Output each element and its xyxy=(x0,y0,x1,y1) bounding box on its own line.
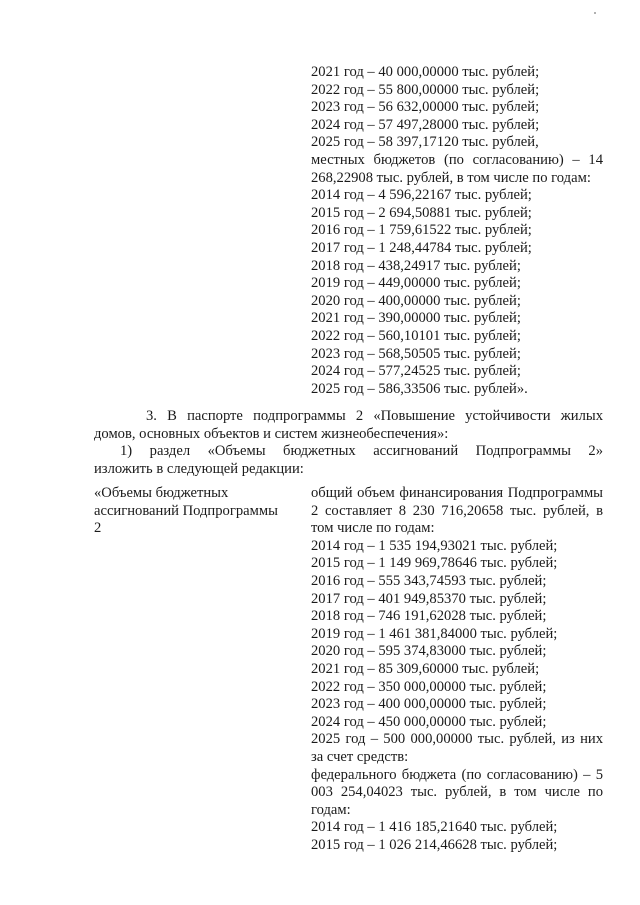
year-line: 2019 год – 1 461 381,84000 тыс. рублей; xyxy=(311,625,558,642)
year-line: 2018 год – 438,24917 тыс. рублей; xyxy=(311,257,521,274)
item-3-paragraph xyxy=(94,408,603,478)
year-line: 2017 год – 401 949,85370 тыс. рублей; xyxy=(311,590,547,607)
total-funding-text: общий объем финансирования Подпрограммы 2 составляет 8 230 716,20658 тыс. рублей, в том числе по годам: xyxy=(311,485,603,537)
year-line: 2024 год – 57 497,28000 тыс. рублей; xyxy=(311,116,540,133)
year-line: 2021 год – 390,00000 тыс. рублей; xyxy=(311,310,521,327)
year-line: 2020 год – 595 374,83000 тыс. рублей; xyxy=(311,643,547,660)
year-line: 2015 год – 2 694,50881 тыс. рублей; xyxy=(311,204,532,221)
year-line: 2023 год – 400 000,00000 тыс. рублей; xyxy=(311,696,547,713)
year-line: 2021 год – 40 000,00000 тыс. рублей; xyxy=(311,64,540,80)
year-line: 2014 год – 1 416 185,21640 тыс. рублей; xyxy=(311,819,558,836)
year-line: 2022 год – 560,10101 тыс. рублей; xyxy=(311,327,521,344)
year-line: 2018 год – 746 191,62028 тыс. рублей; xyxy=(311,608,547,625)
year-line: 2025 год – 586,33506 тыс. рублей». xyxy=(311,380,528,397)
sub-item-1: 1) раздел «Объемы бюджетных ассигнований Подпрограммы 2» xyxy=(120,443,603,460)
sub-item-1-cont: изложить в следующей редакции: xyxy=(94,460,304,477)
year-line: 2024 год – 577,24525 тыс. рублей; xyxy=(311,363,521,380)
year-line: 2021 год – 85 309,60000 тыс. рублей; xyxy=(311,660,540,677)
item-3-heading: 3. В паспорте подпрограммы 2 «Повышение устойчивости жилых xyxy=(146,408,603,424)
year-line: 2014 год – 1 535 194,93021 тыс. рублей; xyxy=(311,537,558,554)
item-3-heading-cont: домов, основных объектов и систем жизнеобеспечения»: xyxy=(94,425,449,442)
scan-speck xyxy=(594,12,596,14)
year-line: 2017 год – 1 248,44784 тыс. рублей; xyxy=(311,239,532,256)
table-value-cell xyxy=(311,485,603,854)
label-line: ассигнований Подпрограммы xyxy=(94,502,278,519)
year-line: 2014 год – 4 596,22167 тыс. рублей; xyxy=(311,187,532,204)
label-line: «Объемы бюджетных xyxy=(94,485,229,501)
year-line: 2015 год – 1 149 969,78646 тыс. рублей; xyxy=(311,555,558,572)
local-budget-text: местных бюджетов (по согласованию) – 14 268,22908 тыс. рублей, в том числе по годам: xyxy=(311,151,603,186)
table-label-cell xyxy=(94,485,294,538)
year-line: 2023 год – 568,50505 тыс. рублей; xyxy=(311,345,521,362)
year-line: 2023 год – 56 632,00000 тыс. рублей; xyxy=(311,99,540,116)
funding-continuation xyxy=(311,64,603,398)
year-line: 2022 год – 350 000,00000 тыс. рублей; xyxy=(311,678,547,695)
label-line: 2 xyxy=(94,520,102,537)
year-line: 2022 год – 55 800,00000 тыс. рублей; xyxy=(311,81,540,98)
year-line: 2024 год – 450 000,00000 тыс. рублей; xyxy=(311,713,547,730)
year-line: 2015 год – 1 026 214,46628 тыс. рублей; xyxy=(311,836,558,853)
year-line: 2020 год – 400,00000 тыс. рублей; xyxy=(311,292,521,309)
year-2025-text: 2025 год – 500 000,00000 тыс. рублей, из них за счет средств: xyxy=(311,731,603,765)
federal-budget-text: федерального бюджета (по согласованию) – 5 003 254,04023 тыс. рублей, в том числе по годам: xyxy=(311,766,603,818)
year-line: 2016 год – 1 759,61522 тыс. рублей; xyxy=(311,222,532,239)
year-line: 2019 год – 449,00000 тыс. рублей; xyxy=(311,275,521,292)
year-line: 2016 год – 555 343,74593 тыс. рублей; xyxy=(311,572,547,589)
year-line: 2025 год – 58 397,17120 тыс. рублей, xyxy=(311,134,539,151)
